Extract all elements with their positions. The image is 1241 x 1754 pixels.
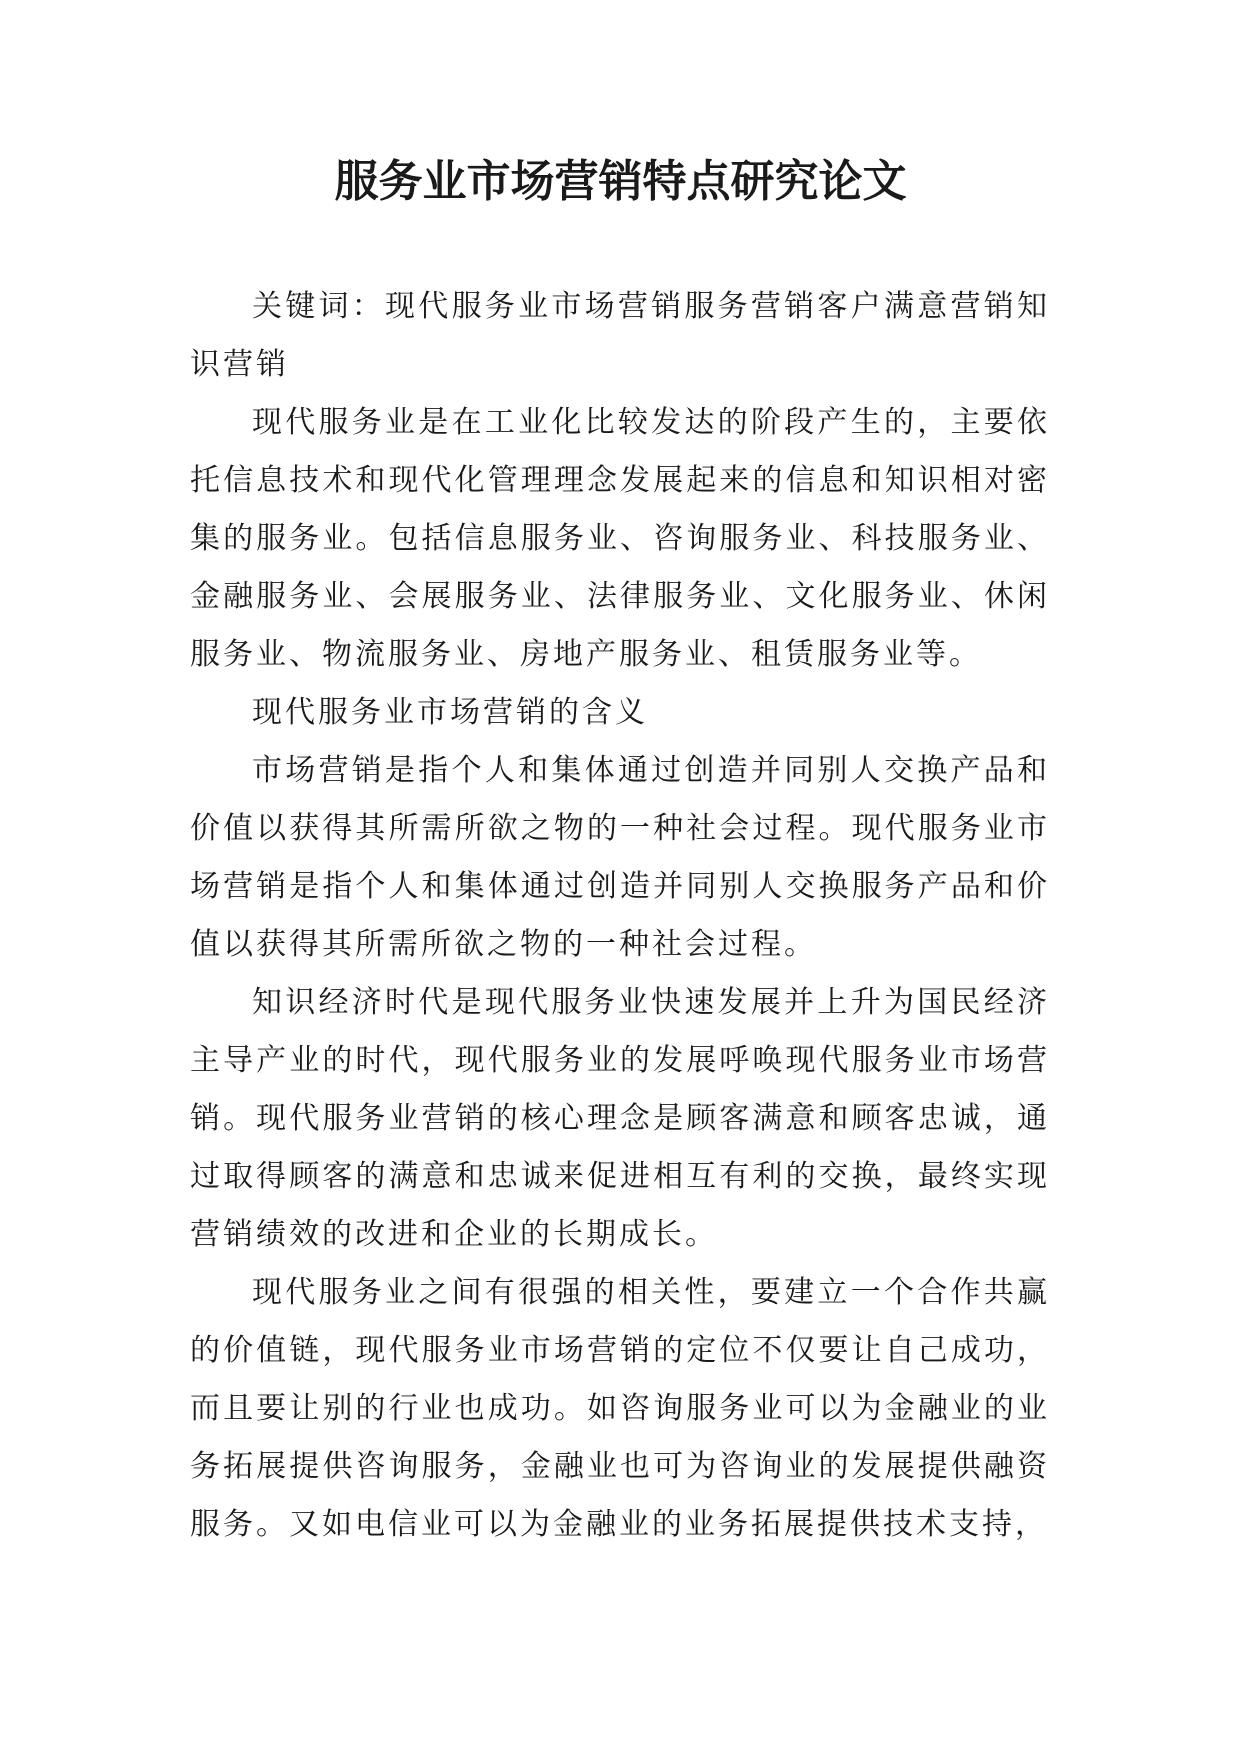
document-body xyxy=(190,278,1050,1554)
keywords-paragraph: 关键词：现代服务业市场营销服务营销客户满意营销知识营销 xyxy=(190,289,1050,382)
section-heading: 现代服务业市场营销的含义 xyxy=(252,695,648,730)
body-paragraph: 市场营销是指个人和集体通过创造并同别人交换产品和价值以获得其所需所欲之物的一种社会过程。现代服务业市场营销是指个人和集体通过创造并同别人交换服务产品和价值以获得其所需所欲之物的一种社会过程。 xyxy=(190,753,1050,962)
document-title: 服务业市场营销特点研究论文 xyxy=(334,156,907,207)
body-paragraph: 现代服务业之间有很强的相关性，要建立一个合作共赢的价值链，现代服务业市场营销的定位不仅要让自己成功，而且要让别的行业也成功。如咨询服务业可以为金融业的业务拓展提供咨询服务，金融业也可为咨询业的发展提供融资服务。又如电信业可以为金融业的业务拓展提供技术支持， xyxy=(190,1275,1050,1542)
body-paragraph: 现代服务业是在工业化比较发达的阶段产生的，主要依托信息技术和现代化管理理念发展起来的信息和知识相对密集的服务业。包括信息服务业、咨询服务业、科技服务业、金融服务业、会展服务业、法律服务业、文化服务业、休闲服务业、物流服务业、房地产服务业、租赁服务业等。 xyxy=(190,405,1050,672)
body-paragraph: 知识经济时代是现代服务业快速发展并上升为国民经济主导产业的时代，现代服务业的发展呼唤现代服务业市场营销。现代服务业营销的核心理念是顾客满意和顾客忠诚，通过取得顾客的满意和忠诚来促进相互有利的交换，最终实现营销绩效的改进和企业的长期成长。 xyxy=(190,985,1050,1252)
